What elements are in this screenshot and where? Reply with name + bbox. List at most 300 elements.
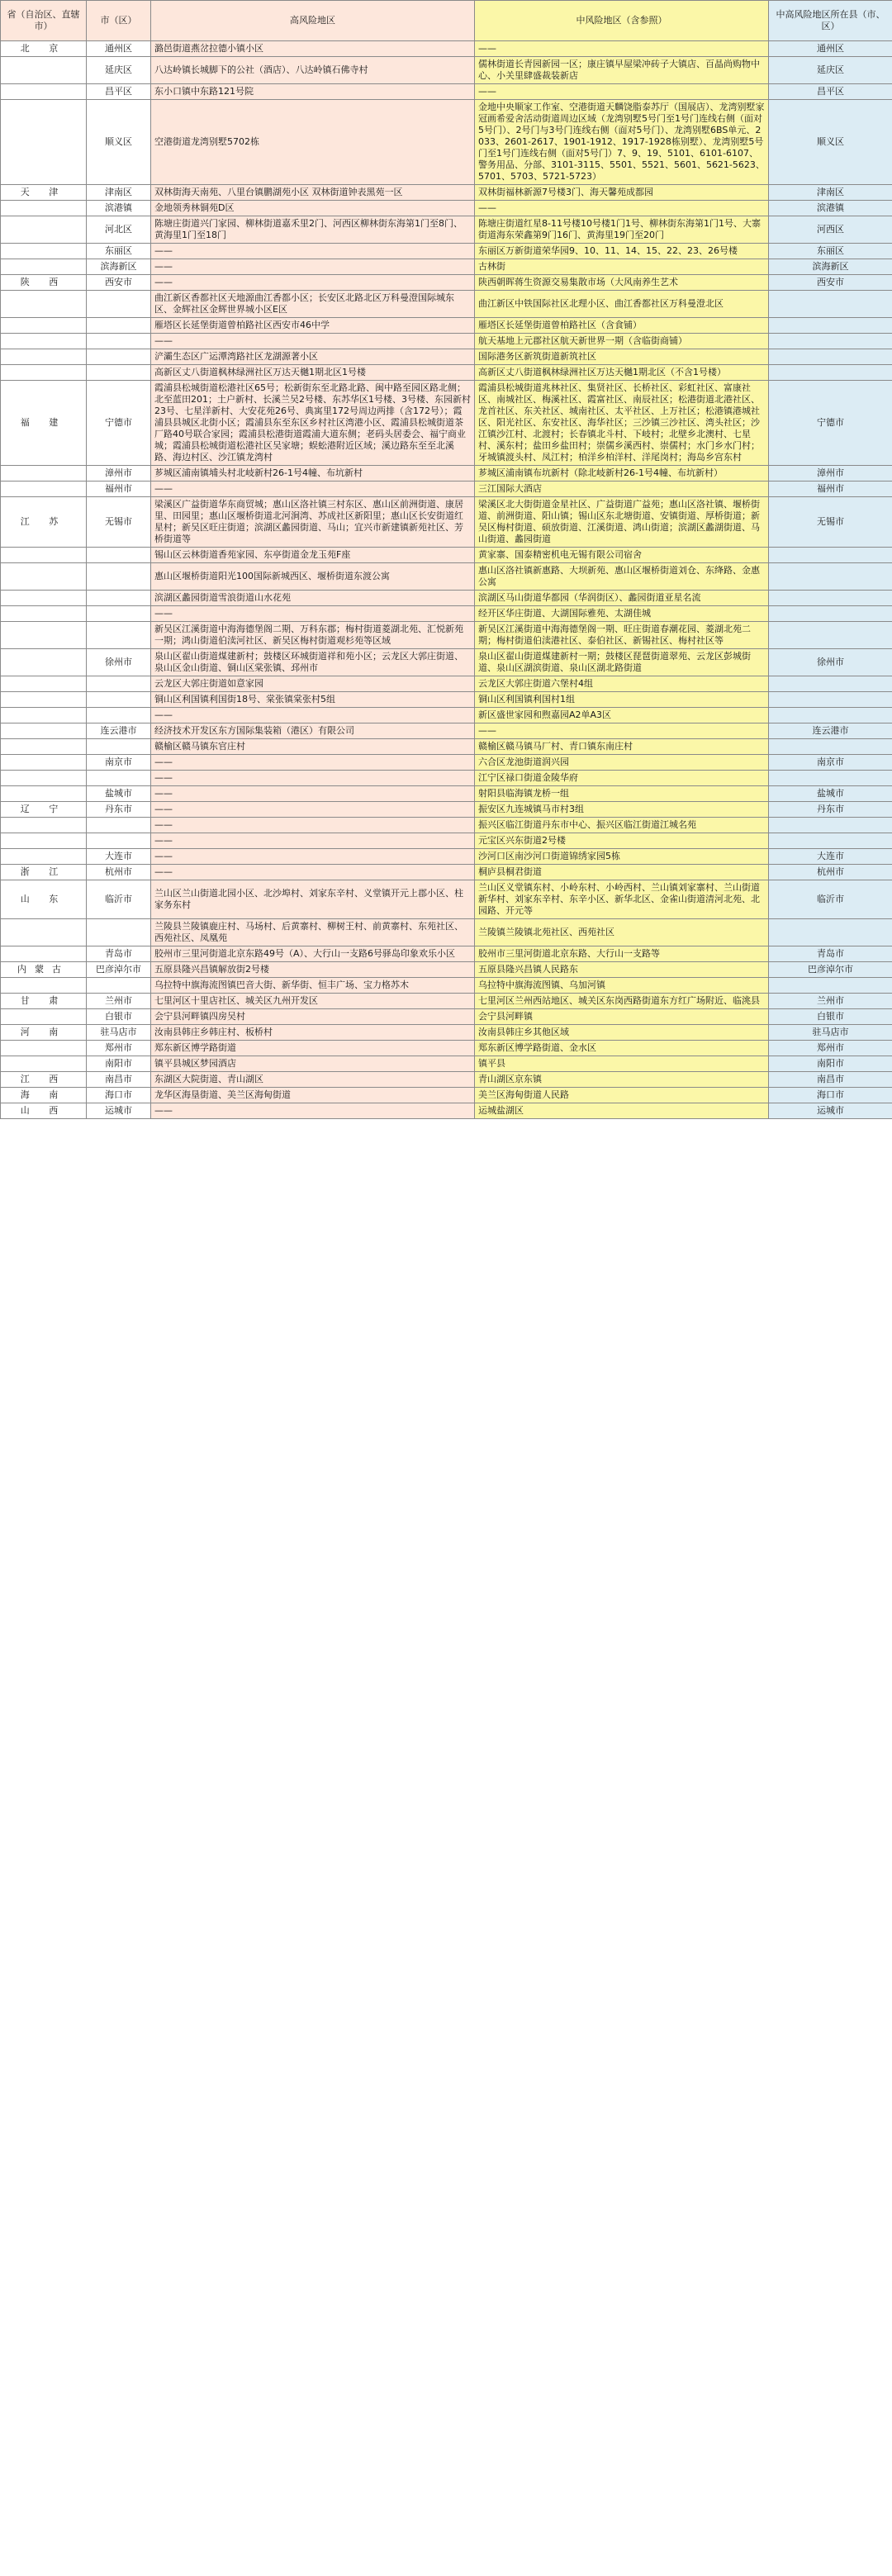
- location-cell: 东丽区: [769, 244, 892, 259]
- high-risk-cell: 潞邑街道燕岔拉德小镇小区: [151, 41, 475, 57]
- location-cell: 运城市: [769, 1103, 892, 1119]
- table-row: [1, 994, 892, 1009]
- table-row: [1, 100, 892, 185]
- high-risk-cell: 赣榆区赣马镇东官庄村: [151, 739, 475, 755]
- mid-risk-cell: 泉山区翟山街道煤建新村一期；鼓楼区琵琶街道翠苑、云龙区彭城街道、泉山区湖滨街道、泉山区湖北路街道: [475, 649, 769, 676]
- location-cell: [769, 291, 892, 318]
- table-row: [1, 1072, 892, 1088]
- table-row: [1, 865, 892, 880]
- location-cell: 郑州市: [769, 1041, 892, 1056]
- high-risk-cell: 雁塔区长延堡街道曾柏路社区西安市46中学: [151, 318, 475, 334]
- table-row: [1, 676, 892, 692]
- mid-risk-cell: 会宁县河畔镇: [475, 1009, 769, 1025]
- mid-risk-cell: 乌拉特中旗海流图镇、乌加河镇: [475, 978, 769, 994]
- table-row: [1, 1009, 892, 1025]
- high-risk-cell: 曲江新区香都社区天地源曲江香都小区；长安区北路北区万科曼澄国际城东区、金辉社区金辉世界城小区E区: [151, 291, 475, 318]
- table-row: [1, 1041, 892, 1056]
- province-cell: 内蒙古: [1, 962, 87, 978]
- province-cell: [1, 755, 87, 771]
- high-risk-cell: ——: [151, 708, 475, 723]
- province-cell: [1, 591, 87, 606]
- province-cell: [1, 818, 87, 833]
- province-cell: [1, 978, 87, 994]
- mid-risk-cell: 三江国际大酒店: [475, 482, 769, 497]
- high-risk-cell: 经济技术开发区东方国际集装箱（港区）有限公司: [151, 723, 475, 739]
- header-province: 省（自治区、直辖市）: [1, 1, 87, 41]
- city-cell: 杭州市: [87, 865, 151, 880]
- province-cell: 辽 宁: [1, 802, 87, 818]
- mid-risk-cell: 汝南县韩庄乡其他区域: [475, 1025, 769, 1041]
- high-risk-cell: 双林街海天南苑、八里台镇鹏湖苑小区 双林街道钟表黑苑一区: [151, 185, 475, 201]
- location-cell: 宁德市: [769, 381, 892, 466]
- table-row: [1, 723, 892, 739]
- mid-risk-cell: 青山湖区京东镇: [475, 1072, 769, 1088]
- province-cell: [1, 216, 87, 244]
- mid-risk-cell: 国际港务区新筑街道新筑社区: [475, 349, 769, 365]
- high-risk-cell: 浐灞生态区广运潭湾路社区龙湖源著小区: [151, 349, 475, 365]
- city-cell: [87, 349, 151, 365]
- mid-risk-cell: 美兰区海甸街道人民路: [475, 1088, 769, 1103]
- mid-risk-cell: 赣榆区赣马镇马厂村、青口镇东南庄村: [475, 739, 769, 755]
- province-cell: [1, 786, 87, 802]
- location-cell: [769, 591, 892, 606]
- high-risk-cell: 七里河区十里店社区、城关区九州开发区: [151, 994, 475, 1009]
- table-row: [1, 259, 892, 275]
- city-cell: 滨海新区: [87, 259, 151, 275]
- high-risk-cell: 陈塘庄街道兴门家园、柳林街道嘉禾里2门、河西区柳林街东海第1门至8门、黄海里1门至18门: [151, 216, 475, 244]
- high-risk-cell: ——: [151, 606, 475, 622]
- province-cell: [1, 563, 87, 591]
- location-cell: 驻马店市: [769, 1025, 892, 1041]
- province-cell: [1, 919, 87, 946]
- location-cell: 无锡市: [769, 497, 892, 548]
- province-cell: [1, 692, 87, 708]
- province-cell: [1, 849, 87, 865]
- mid-risk-cell: 航天基地上元郡社区航天新世界一期（含临街商铺）: [475, 334, 769, 349]
- high-risk-cell: 霞浦县松城街道松港社区65号；松新街东至北路北路、闽中路至园区路北侧；北至蓝田201；土户新村、长溪兰吴2号楼、东苏华区1号楼、3号楼、东园新村23号、七星洋新村、大安花苑26号、典寓里172号周边两排（含172号）；霞浦县县城区北街小区；霞浦县东至东区乡村社区湾港小区、霞浦县松城街道茶厂路40号联合家园；霞浦县松港街道霞浦大道东侧；老码头居委会、福宁商业城；霞浦县松城街道松港社区吴家塘；蜈蚣港附近区域；溪边路东至至北溪路、海边村区、沙江镇龙湾村: [151, 381, 475, 466]
- province-cell: [1, 606, 87, 622]
- mid-risk-cell: 元宝区兴东街道2号楼: [475, 833, 769, 849]
- city-cell: 郑州市: [87, 1041, 151, 1056]
- table-row: [1, 563, 892, 591]
- mid-risk-cell: ——: [475, 41, 769, 57]
- mid-risk-cell: 经开区华庄街道、大湖国际雅苑、太湖佳城: [475, 606, 769, 622]
- location-cell: 南阳市: [769, 1056, 892, 1072]
- location-cell: [769, 365, 892, 381]
- location-cell: 杭州市: [769, 865, 892, 880]
- table-row: [1, 334, 892, 349]
- province-cell: [1, 334, 87, 349]
- high-risk-cell: 芗城区浦南镇埔头村北岐新村26-1号4幢、布坑新村: [151, 466, 475, 482]
- header-high-risk: 高风险地区: [151, 1, 475, 41]
- location-cell: [769, 978, 892, 994]
- province-cell: [1, 946, 87, 962]
- table-row: [1, 818, 892, 833]
- city-cell: [87, 978, 151, 994]
- mid-risk-cell: 兰山区义堂镇东村、小岭东村、小岭西村、兰山镇刘家寨村、兰山街道新华村、刘家东辛村、东辛小区、新华北区、金雀山街道清河北苑、北园路、开元等: [475, 880, 769, 919]
- province-cell: [1, 84, 87, 100]
- table-row: [1, 708, 892, 723]
- high-risk-cell: ——: [151, 334, 475, 349]
- location-cell: 南昌市: [769, 1072, 892, 1088]
- table-row: [1, 466, 892, 482]
- province-cell: [1, 259, 87, 275]
- city-cell: [87, 334, 151, 349]
- high-risk-cell: ——: [151, 786, 475, 802]
- table-row: [1, 185, 892, 201]
- table-row: [1, 1025, 892, 1041]
- province-cell: 江 苏: [1, 497, 87, 548]
- city-cell: 河北区: [87, 216, 151, 244]
- location-cell: 盐城市: [769, 786, 892, 802]
- city-cell: [87, 563, 151, 591]
- location-cell: [769, 818, 892, 833]
- table-row: [1, 1103, 892, 1119]
- mid-risk-cell: 惠山区洛社镇新惠路、大坝新苑、惠山区堰桥街道刘仓、东绛路、金惠公寓: [475, 563, 769, 591]
- city-cell: 漳州市: [87, 466, 151, 482]
- location-cell: [769, 622, 892, 649]
- city-cell: [87, 606, 151, 622]
- location-cell: [769, 708, 892, 723]
- mid-risk-cell: 胶州市三里河街道北京东路、大行山一支路等: [475, 946, 769, 962]
- table-row: [1, 606, 892, 622]
- location-cell: [769, 563, 892, 591]
- city-cell: 青岛市: [87, 946, 151, 962]
- high-risk-cell: 云龙区大郭庄街道如意家园: [151, 676, 475, 692]
- mid-risk-cell: 郑东新区博学路街道、金水区: [475, 1041, 769, 1056]
- city-cell: 顺义区: [87, 100, 151, 185]
- table-row: [1, 244, 892, 259]
- high-risk-cell: 东湖区大院街道、青山湖区: [151, 1072, 475, 1088]
- mid-risk-cell: 雁塔区长延堡街道曾柏路社区（含食铺）: [475, 318, 769, 334]
- city-cell: 西安市: [87, 275, 151, 291]
- province-cell: 海 南: [1, 1088, 87, 1103]
- table-row: [1, 201, 892, 216]
- table-row: [1, 649, 892, 676]
- city-cell: 徐州市: [87, 649, 151, 676]
- city-cell: [87, 291, 151, 318]
- location-cell: [769, 692, 892, 708]
- province-cell: [1, 1056, 87, 1072]
- location-cell: 滨海新区: [769, 259, 892, 275]
- location-cell: 徐州市: [769, 649, 892, 676]
- mid-risk-cell: 新区盛世家园和煦嘉园A2单A3区: [475, 708, 769, 723]
- city-cell: 盐城市: [87, 786, 151, 802]
- province-cell: [1, 349, 87, 365]
- location-cell: 漳州市: [769, 466, 892, 482]
- province-cell: [1, 771, 87, 786]
- high-risk-cell: 泉山区翟山街道煤建新村；鼓楼区环城街道祥和苑小区；云龙区大郭庄街道、泉山区金山街道、铜山区棠张镇、邳州市: [151, 649, 475, 676]
- province-cell: [1, 548, 87, 563]
- high-risk-cell: 滨湖区蠡园街道雪浪街道山水花苑: [151, 591, 475, 606]
- mid-risk-cell: 振安区九连城镇马市村3组: [475, 802, 769, 818]
- province-cell: [1, 1009, 87, 1025]
- mid-risk-cell: 梁溪区北大街街道金星社区、广益街道广益苑；惠山区洛社镇、堰桥街道、前洲街道、阳山镇；锡山区东北塘街道、安镇街道、厚桥街道；新吴区梅村街道、硕放街道、江溪街道、鸿山街道；滨湖区蠡湖街道、马山街道、蠡园街道: [475, 497, 769, 548]
- city-cell: 巴彦淖尔市: [87, 962, 151, 978]
- mid-risk-cell: 六合区龙池街道润兴园: [475, 755, 769, 771]
- table-header-row: [1, 1, 892, 41]
- location-cell: 滨港镇: [769, 201, 892, 216]
- province-cell: 北 京: [1, 41, 87, 57]
- header-city: 市（区）: [87, 1, 151, 41]
- city-cell: 南昌市: [87, 1072, 151, 1088]
- city-cell: 驻马店市: [87, 1025, 151, 1041]
- city-cell: [87, 365, 151, 381]
- high-risk-cell: ——: [151, 865, 475, 880]
- location-cell: [769, 739, 892, 755]
- province-cell: [1, 291, 87, 318]
- table-row: [1, 349, 892, 365]
- mid-risk-cell: 新吴区江溪街道中海海德堡阁一期、旺庄街道春潮花园、菱湖北苑二期；梅村街道伯渎港社区、泰伯社区、新锡社区、梅村社区等: [475, 622, 769, 649]
- province-cell: [1, 833, 87, 849]
- table-row: [1, 880, 892, 919]
- high-risk-cell: 高新区丈八街道枫林绿洲社区万达天樾1期北区1号楼: [151, 365, 475, 381]
- city-cell: 津南区: [87, 185, 151, 201]
- high-risk-cell: ——: [151, 771, 475, 786]
- table-row: [1, 275, 892, 291]
- mid-risk-cell: 桐庐县桐君街道: [475, 865, 769, 880]
- high-risk-cell: ——: [151, 818, 475, 833]
- high-risk-cell: 惠山区堰桥街道阳光100国际新城西区、堰桥街道东渡公寓: [151, 563, 475, 591]
- city-cell: 东丽区: [87, 244, 151, 259]
- location-cell: 青岛市: [769, 946, 892, 962]
- location-cell: 福州市: [769, 482, 892, 497]
- mid-risk-cell: 陕西朝晖蒋生资源交易集散市场（大风南养生艺术: [475, 275, 769, 291]
- city-cell: 昌平区: [87, 84, 151, 100]
- city-cell: [87, 692, 151, 708]
- table-row: [1, 739, 892, 755]
- location-cell: 顺义区: [769, 100, 892, 185]
- mid-risk-cell: 云龙区大郭庄街道六堡村4组: [475, 676, 769, 692]
- city-cell: [87, 833, 151, 849]
- high-risk-cell: 龙华区海垦街道、美兰区海甸街道: [151, 1088, 475, 1103]
- mid-risk-cell: 黄家寨、国泰精密机电无锡有限公司宿舍: [475, 548, 769, 563]
- location-cell: 西安市: [769, 275, 892, 291]
- city-cell: 兰州市: [87, 994, 151, 1009]
- high-risk-cell: ——: [151, 482, 475, 497]
- mid-risk-cell: ——: [475, 201, 769, 216]
- city-cell: [87, 771, 151, 786]
- high-risk-cell: 金地领秀林铜苑D区: [151, 201, 475, 216]
- province-cell: [1, 466, 87, 482]
- mid-risk-cell: ——: [475, 723, 769, 739]
- table-row: [1, 482, 892, 497]
- city-cell: [87, 676, 151, 692]
- high-risk-cell: 五原县隆兴昌镇解放街2号楼: [151, 962, 475, 978]
- table-row: [1, 1088, 892, 1103]
- city-cell: 福州市: [87, 482, 151, 497]
- location-cell: [769, 676, 892, 692]
- mid-risk-cell: 陈塘庄街道红星8-11号楼10号楼1门1号、柳林街东海第1门1号、大寨街道海东荣鑫第9门16门、黄海里19门至20门: [475, 216, 769, 244]
- location-cell: 临沂市: [769, 880, 892, 919]
- risk-area-table: [0, 0, 892, 1119]
- mid-risk-cell: 七里河区兰州西站地区、城关区东岗西路街道东方红广场附近、临洮县: [475, 994, 769, 1009]
- high-risk-cell: 东小口镇中东路121号院: [151, 84, 475, 100]
- location-cell: [769, 606, 892, 622]
- province-cell: 江 西: [1, 1072, 87, 1088]
- province-cell: [1, 1041, 87, 1056]
- table-row: [1, 365, 892, 381]
- location-cell: 南京市: [769, 755, 892, 771]
- city-cell: 南京市: [87, 755, 151, 771]
- city-cell: 滨港镇: [87, 201, 151, 216]
- table-row: [1, 946, 892, 962]
- location-cell: [769, 919, 892, 946]
- header-mid-risk: 中风险地区（含参照）: [475, 1, 769, 41]
- mid-risk-cell: 双林街福林新源7号楼3门、海天馨苑成都园: [475, 185, 769, 201]
- table-row: [1, 849, 892, 865]
- high-risk-cell: ——: [151, 1103, 475, 1119]
- city-cell: 延庆区: [87, 57, 151, 84]
- mid-risk-cell: 霞浦县松城街道兆林社区、集贤社区、长桥社区、彩虹社区、富康社区、南城社区、梅溪社区、霞富社区、南辰社区；松港街道北港社区、龙首社区、东关社区、城南社区、太平社区、上万社区；松港镇港城社区、阳光社区、东安社区、海华社区；三沙镇三沙社区、湾头社区；沙江镇沙江村、北渡村；长春镇北斗村、下岐村；北壁乡北澳村、七星村、溪东村；盐田乡盐田村；崇儒乡溪西村、崇儒村；水门乡水门村；牙城镇渡头村、凤江村；柏洋乡柏洋村、洋尾岗村；海岛乡宫东村: [475, 381, 769, 466]
- location-cell: [769, 771, 892, 786]
- high-risk-cell: 会宁县河畔镇四房吴村: [151, 1009, 475, 1025]
- province-cell: [1, 739, 87, 755]
- high-risk-cell: 兰山区兰山街道北园小区、北沙埠村、刘家东辛村、义堂镇开元上郡小区、柱家务东村: [151, 880, 475, 919]
- table-row: [1, 497, 892, 548]
- table-row: [1, 962, 892, 978]
- province-cell: 甘 肃: [1, 994, 87, 1009]
- table-row: [1, 755, 892, 771]
- location-cell: 连云港市: [769, 723, 892, 739]
- mid-risk-cell: 射阳县临海镇龙桥一组: [475, 786, 769, 802]
- province-cell: [1, 201, 87, 216]
- table-row: [1, 771, 892, 786]
- high-risk-cell: 八达岭镇长城脚下的公社（酒店）、八达岭镇石佛寺村: [151, 57, 475, 84]
- province-cell: [1, 318, 87, 334]
- city-cell: [87, 548, 151, 563]
- city-cell: 临沂市: [87, 880, 151, 919]
- mid-risk-cell: 古林街: [475, 259, 769, 275]
- location-cell: [769, 833, 892, 849]
- table-row: [1, 622, 892, 649]
- province-cell: [1, 365, 87, 381]
- mid-risk-cell: 江宁区禄口街道金陵华府: [475, 771, 769, 786]
- location-cell: 大连市: [769, 849, 892, 865]
- city-cell: 运城市: [87, 1103, 151, 1119]
- mid-risk-cell: 兰陵镇兰陵镇北苑社区、西苑社区: [475, 919, 769, 946]
- high-risk-cell: 郑东新区博学路街道: [151, 1041, 475, 1056]
- table-row: [1, 216, 892, 244]
- high-risk-cell: 胶州市三里河街道北京东路49号（A）、大行山一支路6号驿岛印象欢乐小区: [151, 946, 475, 962]
- city-cell: [87, 919, 151, 946]
- province-cell: [1, 676, 87, 692]
- table-row: [1, 692, 892, 708]
- province-cell: [1, 708, 87, 723]
- province-cell: 浙 江: [1, 865, 87, 880]
- location-cell: 昌平区: [769, 84, 892, 100]
- province-cell: 陕 西: [1, 275, 87, 291]
- mid-risk-cell: 曲江新区中铁国际社区北理小区、曲江香都社区万科曼澄北区: [475, 291, 769, 318]
- mid-risk-cell: 铜山区利国镇利国村1组: [475, 692, 769, 708]
- location-cell: 延庆区: [769, 57, 892, 84]
- province-cell: [1, 100, 87, 185]
- high-risk-cell: 空港街道龙湾别墅5702栋: [151, 100, 475, 185]
- city-cell: [87, 708, 151, 723]
- location-cell: 通州区: [769, 41, 892, 57]
- city-cell: 白银市: [87, 1009, 151, 1025]
- mid-risk-cell: 东丽区万新街道荣华园9、10、11、14、15、22、23、26号楼: [475, 244, 769, 259]
- location-cell: 丹东市: [769, 802, 892, 818]
- table-row: [1, 318, 892, 334]
- province-cell: 山 西: [1, 1103, 87, 1119]
- location-cell: [769, 548, 892, 563]
- city-cell: [87, 591, 151, 606]
- table-row: [1, 291, 892, 318]
- location-cell: [769, 334, 892, 349]
- city-cell: 宁德市: [87, 381, 151, 466]
- table-row: [1, 381, 892, 466]
- province-cell: [1, 482, 87, 497]
- city-cell: [87, 318, 151, 334]
- high-risk-cell: 梁溪区广益街道华东商贸城；惠山区洛社镇三村东区、惠山区前洲街道、康居里、田园里；惠山区堰桥街道北河涧湾、苏成社区新阳里；惠山区长安街道红星村；新吴区旺庄街道；滨湖区蠡园街道、马山；宜兴市新建镇新苑社区、芳桥街道等: [151, 497, 475, 548]
- high-risk-cell: ——: [151, 802, 475, 818]
- city-cell: 丹东市: [87, 802, 151, 818]
- high-risk-cell: ——: [151, 244, 475, 259]
- province-cell: 天 津: [1, 185, 87, 201]
- table-row: [1, 786, 892, 802]
- high-risk-cell: ——: [151, 849, 475, 865]
- mid-risk-cell: 镇平县: [475, 1056, 769, 1072]
- high-risk-cell: 乌拉特中旗海流图镇巴音大街、新华街、恒丰广场、宝力格苏木: [151, 978, 475, 994]
- table-row: [1, 978, 892, 994]
- mid-risk-cell: ——: [475, 84, 769, 100]
- province-cell: 福 建: [1, 381, 87, 466]
- table-row: [1, 548, 892, 563]
- high-risk-cell: 汝南县韩庄乡韩庄村、板桥村: [151, 1025, 475, 1041]
- table-row: [1, 84, 892, 100]
- high-risk-cell: 铜山区利国镇利国街18号、棠张镇棠张村5组: [151, 692, 475, 708]
- city-cell: 大连市: [87, 849, 151, 865]
- table-row: [1, 57, 892, 84]
- city-cell: 连云港市: [87, 723, 151, 739]
- location-cell: 河西区: [769, 216, 892, 244]
- high-risk-cell: 镇平县城区梦园酒店: [151, 1056, 475, 1072]
- city-cell: 海口市: [87, 1088, 151, 1103]
- mid-risk-cell: 运城盐湖区: [475, 1103, 769, 1119]
- location-cell: 津南区: [769, 185, 892, 201]
- high-risk-cell: ——: [151, 259, 475, 275]
- mid-risk-cell: 滨湖区马山街道华都园（华润街区）、蠡园街道亚星名流: [475, 591, 769, 606]
- table-row: [1, 1056, 892, 1072]
- high-risk-cell: 兰陵县兰陵镇鹿庄村、马场村、后黄寨村、柳树王村、前黄寨村、东苑社区、西苑社区、凤凰苑: [151, 919, 475, 946]
- city-cell: [87, 622, 151, 649]
- mid-risk-cell: 芗城区浦南镇布坑新村（除北岐新村26-1号4幢、布坑新村）: [475, 466, 769, 482]
- province-cell: 河 南: [1, 1025, 87, 1041]
- city-cell: 通州区: [87, 41, 151, 57]
- province-cell: [1, 723, 87, 739]
- province-cell: 山 东: [1, 880, 87, 919]
- table-row: [1, 802, 892, 818]
- high-risk-cell: 锡山区云林街道香苑家园、东亭街道金龙玉苑F座: [151, 548, 475, 563]
- mid-risk-cell: 五原县隆兴昌镇人民路东: [475, 962, 769, 978]
- high-risk-cell: ——: [151, 833, 475, 849]
- high-risk-cell: ——: [151, 755, 475, 771]
- mid-risk-cell: 振兴区临江街道丹东市中心、振兴区临江街道江城名苑: [475, 818, 769, 833]
- location-cell: 巴彦淖尔市: [769, 962, 892, 978]
- province-cell: [1, 244, 87, 259]
- province-cell: [1, 57, 87, 84]
- mid-risk-cell: 高新区丈八街道枫林绿洲社区万达天樾1期北区（不含1号楼）: [475, 365, 769, 381]
- location-cell: 兰州市: [769, 994, 892, 1009]
- location-cell: [769, 349, 892, 365]
- city-cell: 无锡市: [87, 497, 151, 548]
- mid-risk-cell: 金地中央顺家工作室、空港街道天麟饶脂泰苏厅（国展店）、龙湾别墅家冠画希爱舍活动街道周边区域（龙湾别墅5号门至1号门连线右侧（面对5号门）、2号门与3号门连线右侧（面对5号门）、龙湾别墅6BS单元、2033、2601-2617、1901-1912、1917-1928栋别墅）、龙湾别墅5号门至1号门连线右侧（面对5号门）7、9、19、5101、6101-6107、警务用品、分部、3101-3115、5501、5521、5601、5621-5623、5701、5703、5721-5723）: [475, 100, 769, 185]
- high-risk-cell: 新吴区江溪街道中海海德堡阁二期、万科东郡；梅村街道菱湖北苑、汇悦新苑一期；鸿山街道伯渎河社区、新吴区梅村街道观杉苑等区域: [151, 622, 475, 649]
- province-cell: [1, 622, 87, 649]
- location-cell: [769, 318, 892, 334]
- province-cell: [1, 649, 87, 676]
